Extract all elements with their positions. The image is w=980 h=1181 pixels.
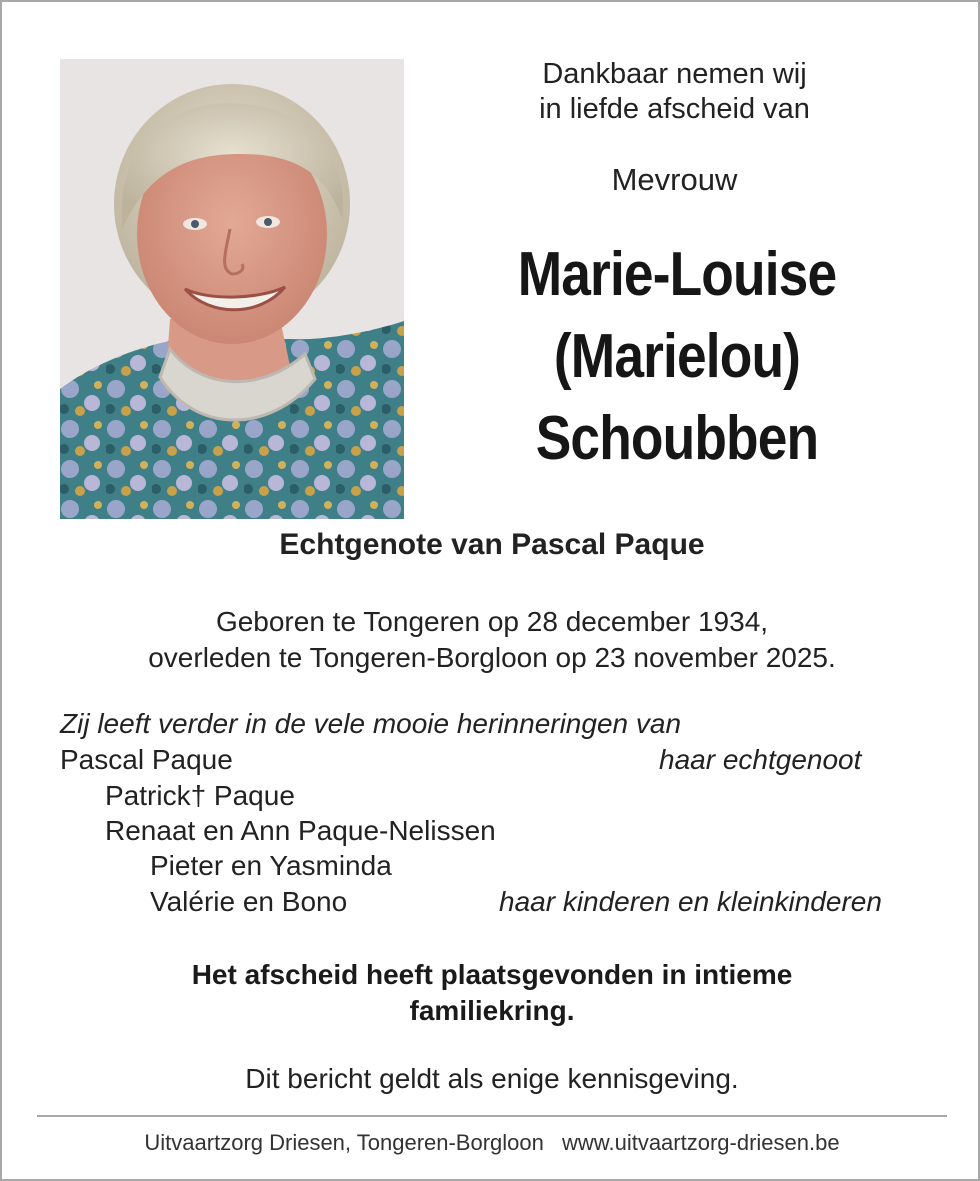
salutation: Mevrouw [611,162,738,197]
footer [2,1130,980,1156]
website-link[interactable]: www.uitvaartzorg-driesen.be [562,1130,840,1155]
family-intro: Zij leeft verder in de vele mooie herinneringen van [60,708,682,739]
grandchild-2: Valérie en Bono [150,886,348,917]
child-2: Renaat en Ann Paque-Nelissen [105,815,496,846]
intro-line-2: in liefde afscheid van [539,93,810,125]
husband-name: Pascal Paque [60,744,233,775]
grandchild-1: Pieter en Yasminda [150,850,392,881]
spouse-line: Echtgenote van Pascal Paque [279,528,705,561]
birth-line: Geboren te Tongeren op 28 december 1934, [215,606,769,637]
children-role: haar kinderen en kleinkinderen [499,886,882,917]
portrait-photo [60,59,404,519]
name-line-2: (Marielou) [553,322,801,391]
footer-divider [37,1115,947,1117]
farewell-text [2,957,980,1029]
farewell-line-2: familiekring. [409,995,575,1026]
intro-text [472,57,877,127]
farewell-line-1: Het afscheid heeft plaatsgevonden in intieme [191,959,793,990]
deceased-name [492,234,862,480]
funeral-company: Uitvaartzorg Driesen, Tongeren-Borgloon [144,1130,544,1155]
name-line-1: Marie-Louise [517,240,837,309]
life-dates [2,604,980,676]
portrait-image [60,59,404,519]
death-line: overleden te Tongeren-Borgloon op 23 november 2025. [148,642,836,673]
husband-role: haar echtgenoot [659,744,862,775]
child-1: Patrick† Paque [105,780,295,811]
intro-line-1: Dankbaar nemen wij [542,58,807,90]
notice-text: Dit bericht geldt als enige kennisgeving. [245,1063,739,1094]
name-line-3: Schoubben [535,404,819,473]
